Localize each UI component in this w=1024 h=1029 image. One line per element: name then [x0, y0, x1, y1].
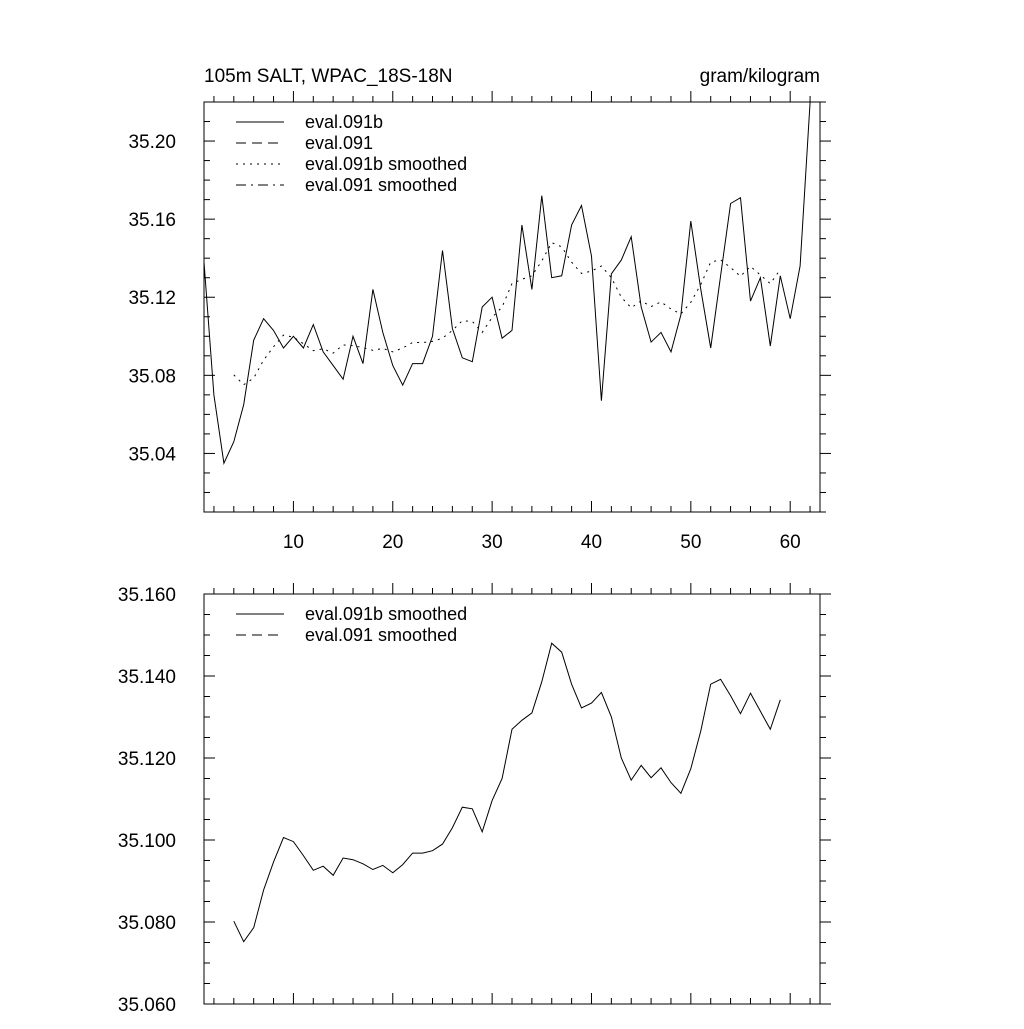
legend-label: eval.091 smoothed: [305, 625, 458, 645]
x-tick-label: 20: [382, 532, 404, 553]
bottom-chart-panel: [118, 583, 831, 1016]
top-chart-panel: [128, 66, 831, 553]
series-line-eval-091b: [204, 102, 820, 463]
y-tick-label: 35.100: [117, 831, 176, 852]
y-tick-label: 35.04: [128, 444, 176, 466]
plot-frame: [204, 102, 820, 512]
y-tick-label: 35.140: [117, 667, 176, 688]
y-tick-label: 35.080: [117, 913, 176, 934]
y-tick-label: 35.16: [128, 210, 176, 232]
x-tick-label: 40: [580, 532, 603, 553]
x-tick-label: 50: [680, 532, 702, 553]
legend-label: eval.091b smoothed: [305, 154, 468, 174]
x-tick-label: 60: [779, 532, 801, 553]
chart-title-left: 105m SALT, WPAC_18S-18N: [204, 66, 453, 87]
x-tick-label: 10: [282, 532, 304, 553]
y-tick-label: 35.20: [128, 132, 176, 154]
legend-label: eval.091: [305, 133, 374, 153]
y-tick-label: 35.12: [128, 288, 176, 310]
plot-frame: [204, 594, 820, 1004]
y-tick-label: 35.08: [128, 366, 176, 388]
legend-label: eval.091b smoothed: [305, 604, 468, 624]
chart-title-right: gram/kilogram: [699, 66, 820, 87]
series-line-eval-091b-smoothed: [234, 243, 781, 385]
series-line-eval-091b-smoothed: [234, 643, 781, 942]
y-tick-label: 35.160: [117, 585, 176, 606]
x-tick-label: 30: [481, 532, 503, 553]
y-tick-label: 35.120: [117, 749, 176, 770]
legend-label: eval.091 smoothed: [305, 175, 458, 195]
y-tick-label: 35.060: [117, 995, 176, 1016]
legend-label: eval.091b: [305, 112, 384, 132]
